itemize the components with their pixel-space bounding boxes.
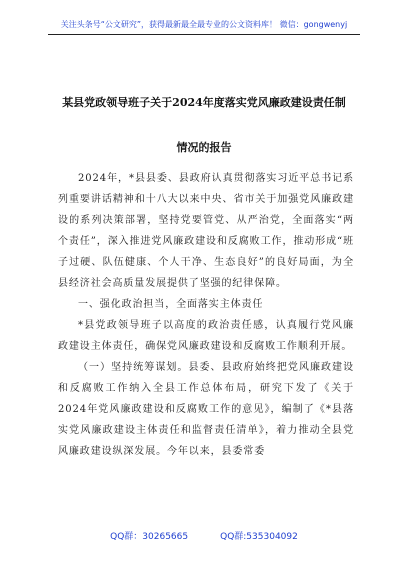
footer-contact <box>0 531 408 543</box>
body-paragraph-2: *县党政领导班子以高度的政治责任感，认真履行党风廉政建设主体责任，确保党风廉政建设和反腐败工作顺利开展。 <box>58 320 354 352</box>
footer-qq-group-2: QQ群:535304092 <box>220 532 298 542</box>
header-divider <box>48 34 360 35</box>
document-title-line-2: 情况的报告 <box>176 141 232 154</box>
document-body <box>58 168 354 462</box>
footer-qq-group-1: QQ群：30265665 <box>110 532 189 542</box>
body-paragraph-intro: 2024年，*县县委、县政府认真贯彻落实习近平总书记系列重要讲话精神和十八大以来中央、省市关于加强党风廉政建设的系列决策部署，坚持党要管党、从严治党，全面落实“两个责任”，深入推进党风廉政建设和反腐败工作，推动形成“班子过硬、队伍健康、个人干净、生态良好”的良好局面，为全县经济社会高质量发展提供了坚强的纪律保障。 <box>58 173 354 289</box>
body-paragraph-3: （一）坚持统筹谋划。县委、县政府始终把党风廉政建设和反腐败工作纳入全县工作总体布局，研究下发了《关于2024年党风廉政建设和反腐败工作的意见》，编制了《*县落实党风廉政建设主体责任和监督责任清单》，着力推动全县党风廉政建设纵深发展。今年以来，县委常委 <box>58 362 354 457</box>
header-promo-note: 关注头条号“公文研究”，获得最新最全最专业的公文资料库！ 微信：gongwenyj <box>60 20 348 29</box>
document-title-line-1: 某县党政领导班子关于2024年度落实党风廉政建设责任制 <box>62 96 346 109</box>
section-heading-1: 一、强化政治担当，全面落实主体责任 <box>78 299 264 310</box>
